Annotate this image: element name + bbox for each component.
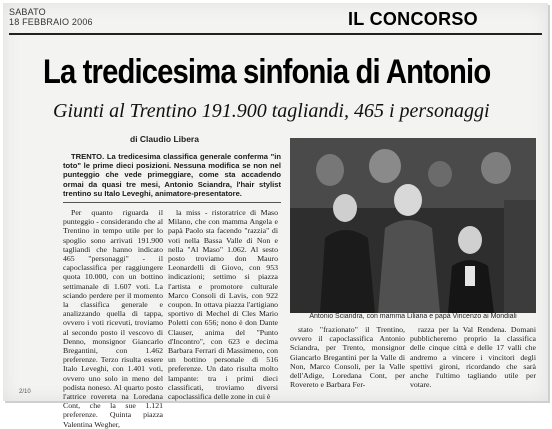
body-column-2 (168, 208, 278, 402)
photo-illustration (290, 138, 536, 313)
date-full: 18 FEBBRAIO 2006 (9, 17, 93, 27)
body-column-1 (63, 208, 163, 429)
column-3-text: stato "frazionato" il Trentino, ovvero il capoclassifica Antonio Sciandra, per Trento, monsignor Giancarlo Bregantini per la Valle di Non, Marco Consoli, per la Valle dell'Adige, Loredana Cont, per Rovereto e Barbara Fer- (290, 325, 405, 390)
page-number: 2/10 (19, 389, 31, 395)
lead-text: TRENTO. La tredicesima classifica generale conferma "in toto" le prime dieci posizioni. Nessuna modifica se non nel punteggio che vede primeggiare, come sta accadendo ormai da quasi tre mesi, Antonio Sciandra, l'hair stylist trentino su Italo Leveghi, animatore-presentatore. (63, 152, 281, 198)
header-rule (9, 33, 542, 35)
headline: La tredicesima sinfonia di Antonio (43, 53, 491, 91)
column-4-text: razza per la Val Rendena. Domani pubblicheremo proprio la classifica delle cinque città e delle 17 valli che andremo a vincere i vincitori degli spettivi gironi, ricordando che sarà anche l'ultimo tagliando utile per votare. (410, 325, 536, 390)
photo-caption: Antonio Sciandra, con mamma Liliana e papà Vincenzo ai Mondiali (309, 313, 517, 320)
column-1-text: Per quanto riguarda il punteggio - considerando che al Trentino in tempo utile per lo spoglio sono arrivati 191.900 tagliandi che hanno indicato 465 "personaggi" - il capoclassifica per raggiungere quota 10.000, con un bottino settimanale di 1.607 voti. La sciando perdere per il momento la classifica generale e analizzando quella di tappa, ovvero i voti ricevuti, troviamo al secondo posto il vescovo di Denno, monsignor Giancarlo Bregantini, con 1.462 preferenze. Terzo risulta essere Italo Leveghi, con 1.401 voti, ovvero uno solo in meno del podista noneso. Al quarto posto l'attrice rovereta na Loredana Cont, che la sue 1.121 preferenze. Quinta piazza Valentina Wegher, (63, 208, 163, 429)
body-column-3 (290, 325, 405, 395)
subheadline: Giunti al Trentino 191.900 tagliandi, 465 i personaggi (53, 100, 490, 122)
body-column-4 (410, 325, 536, 395)
article-photo (290, 138, 536, 313)
byline: di Claudio Libera (130, 134, 199, 144)
date-day: SABATO (9, 7, 46, 17)
lead-divider (63, 202, 281, 203)
section-title: IL CONCORSO (348, 9, 478, 29)
newspaper-clipping (3, 3, 548, 429)
lead-paragraph (63, 152, 281, 200)
dateline (9, 7, 93, 27)
column-2-text: la miss - ristoratrice di Maso Milano, che con mamma Angela e papà Paolo sta facendo "razzia" di voti nella Bassa Valle di Non e nella "Al Maso" 1.062. Al sesto posto troviamo don Mauro Leonardelli di Giovo, con 953 indicazioni; settimo si piazza l'artista e promotore culturale Marco Consoli di Lavis, con 922 coupon. In ottava piazza l'artigiano sportivo di Mechel di Cles Mario Poletti con 656; nono è don Dante Clauser, anima del "Punto d'Incontro", con 623 e decima Barbara Ferrari di Massimeno, con un bottino personale di 516 preferenze. Un dato risulta molto lampante: tra i primi dieci classificati, troviamo diversi capoclassifica delle zone in cui è (168, 208, 278, 402)
